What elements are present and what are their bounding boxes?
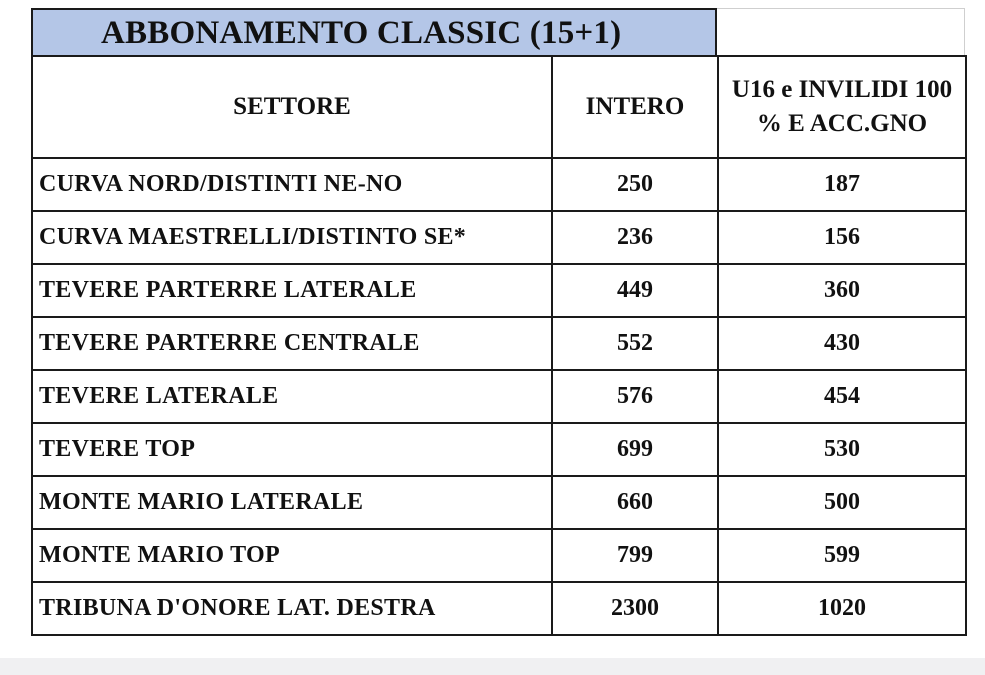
table-title: ABBONAMENTO CLASSIC (15+1) [31,8,717,56]
table-row [32,476,966,529]
reduced-price-cell: 187 [718,158,966,211]
full-price-cell: 2300 [552,582,718,635]
sector-cell: MONTE MARIO LATERALE [32,476,552,529]
sector-cell: MONTE MARIO TOP [32,529,552,582]
full-price-cell: 250 [552,158,718,211]
header-full-price: INTERO [552,56,718,158]
table-row [32,317,966,370]
reduced-price-cell: 599 [718,529,966,582]
header-reduced-line2: % E ACC.GNO [756,110,928,137]
reduced-price-cell: 1020 [718,582,966,635]
price-table [31,55,967,636]
table-row [32,582,966,635]
table-row [32,423,966,476]
sector-cell: TEVERE PARTERRE LATERALE [32,264,552,317]
table-row [32,211,966,264]
sector-cell: TEVERE PARTERRE CENTRALE [32,317,552,370]
sector-cell: CURVA NORD/DISTINTI NE-NO [32,158,552,211]
full-price-cell: 552 [552,317,718,370]
header-reduced-price [718,56,966,158]
reduced-price-cell: 454 [718,370,966,423]
reduced-price-cell: 500 [718,476,966,529]
header-reduced-line1: U16 e INVILIDI 100 [731,76,953,103]
header-sector: SETTORE [32,56,552,158]
sector-cell: TRIBUNA D'ONORE LAT. DESTRA [32,582,552,635]
reduced-price-cell: 156 [718,211,966,264]
sector-cell: TEVERE TOP [32,423,552,476]
table-row [32,529,966,582]
sector-cell: TEVERE LATERALE [32,370,552,423]
title-blank-cell [717,8,965,56]
full-price-cell: 576 [552,370,718,423]
full-price-cell: 449 [552,264,718,317]
sector-cell: CURVA MAESTRELLI/DISTINTO SE* [32,211,552,264]
table-row [32,264,966,317]
table-row [32,370,966,423]
full-price-cell: 236 [552,211,718,264]
full-price-cell: 799 [552,529,718,582]
table-row [32,158,966,211]
header-row [32,56,966,158]
reduced-price-cell: 360 [718,264,966,317]
bottom-strip [0,658,985,675]
full-price-cell: 699 [552,423,718,476]
full-price-cell: 660 [552,476,718,529]
reduced-price-cell: 430 [718,317,966,370]
reduced-price-cell: 530 [718,423,966,476]
